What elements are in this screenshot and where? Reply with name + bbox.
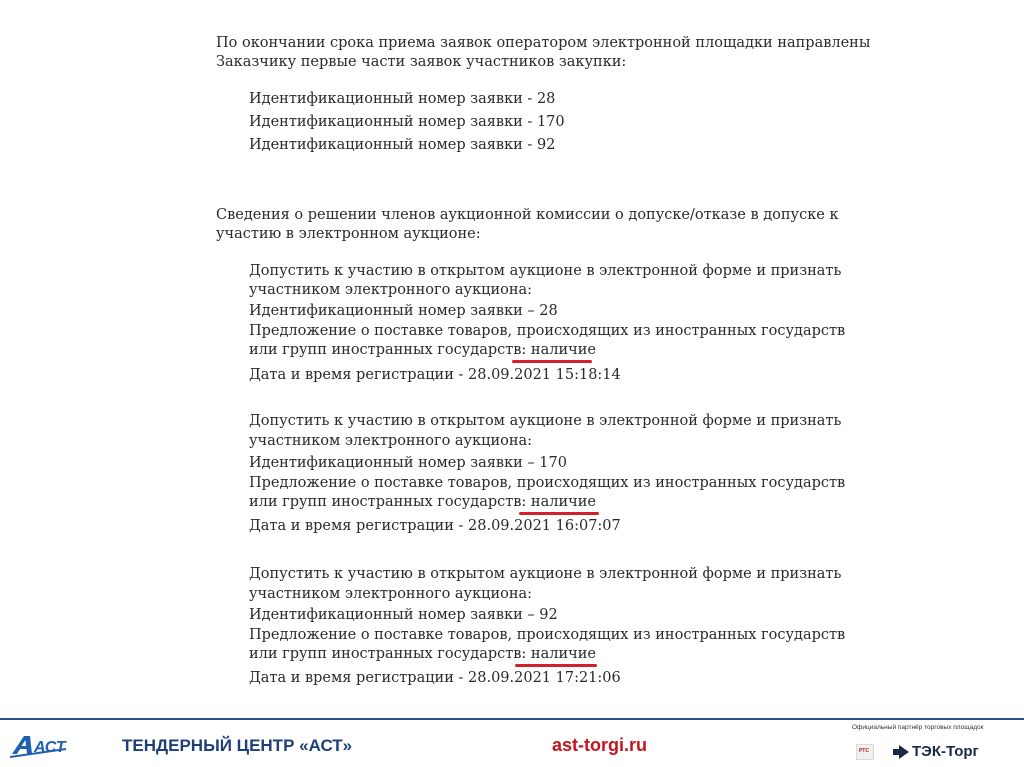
decision-admit-line-2: участником электронного аукциона:: [249, 433, 533, 449]
decision-admit-line-1: Допустить к участию в открытом аукционе в электронной форме и признать: [249, 263, 842, 279]
decision-id-line: Идентификационный номер заявки – 92: [249, 607, 558, 623]
decision-date-line: Дата и время регистрации - 28.09.2021 17:21:06: [249, 670, 621, 686]
footer-divider: [0, 718, 1024, 720]
tek-torg-logo[interactable]: ТЭК-Торг: [912, 743, 979, 760]
decision-admit-line-1: Допустить к участию в открытом аукционе в электронной форме и признать: [249, 413, 842, 429]
offer-prefix: или групп иностранных государств:: [249, 646, 531, 662]
offer-prefix: или групп иностранных государств:: [249, 342, 531, 358]
decision-id-line: Идентификационный номер заявки – 170: [249, 455, 567, 471]
decision-offer-line-2: [249, 493, 596, 511]
decision-offer-line-2: [249, 645, 596, 663]
rts-label: РТС: [859, 748, 869, 754]
ast-logo[interactable]: [10, 732, 70, 758]
decision-heading-line-1: Сведения о решении членов аукционной комиссии о допуске/отказе в допуске к: [216, 207, 839, 223]
offer-value: наличие: [530, 646, 596, 662]
decision-offer-line-1: Предложение о поставке товаров, происходящих из иностранных государств: [249, 475, 846, 491]
application-id-line: Идентификационный номер заявки - 92: [249, 137, 556, 153]
decision-date-line: Дата и время регистрации - 28.09.2021 16:07:07: [249, 518, 621, 534]
offer-prefix: или групп иностранных государств:: [249, 494, 531, 510]
red-underline-mark: [519, 512, 599, 515]
decision-offer-line-1: Предложение о поставке товаров, происходящих из иностранных государств: [249, 323, 846, 339]
ast-logo-text: АСТ: [34, 739, 66, 756]
decision-offer-line-2: [249, 341, 596, 359]
partner-caption: Официальный партнёр торговых площадок: [852, 724, 984, 731]
decision-id-line: Идентификационный номер заявки – 28: [249, 303, 558, 319]
offer-value: наличие: [530, 342, 596, 358]
decision-admit-line-2: участником электронного аукциона:: [249, 282, 533, 298]
decision-admit-line-1: Допустить к участию в открытом аукционе в электронной форме и признать: [249, 566, 842, 582]
decision-offer-line-1: Предложение о поставке товаров, происходящих из иностранных государств: [249, 627, 846, 643]
decision-date-line: Дата и время регистрации - 28.09.2021 15:18:14: [249, 367, 621, 383]
decision-admit-line-2: участником электронного аукциона:: [249, 586, 533, 602]
footer-bar: [0, 718, 1024, 767]
site-link[interactable]: ast-torgi.ru: [552, 735, 648, 755]
decision-heading-line-2: участию в электронном аукционе:: [216, 226, 481, 242]
tek-torg-arrow-icon: [893, 745, 909, 759]
footer-title: ТЕНДЕРНЫЙ ЦЕНТР «АСТ»: [122, 736, 353, 755]
application-id-line: Идентификационный номер заявки - 28: [249, 91, 556, 107]
rts-logo[interactable]: [856, 744, 874, 760]
intro-line-1: По окончании срока приема заявок оператором электронной площадки направлены: [216, 35, 871, 51]
red-underline-mark: [515, 664, 597, 667]
application-id-line: Идентификационный номер заявки - 170: [249, 114, 565, 130]
intro-line-2: Заказчику первые части заявок участников закупки:: [216, 54, 627, 70]
offer-value: наличие: [530, 494, 596, 510]
red-underline-mark: [512, 360, 592, 363]
